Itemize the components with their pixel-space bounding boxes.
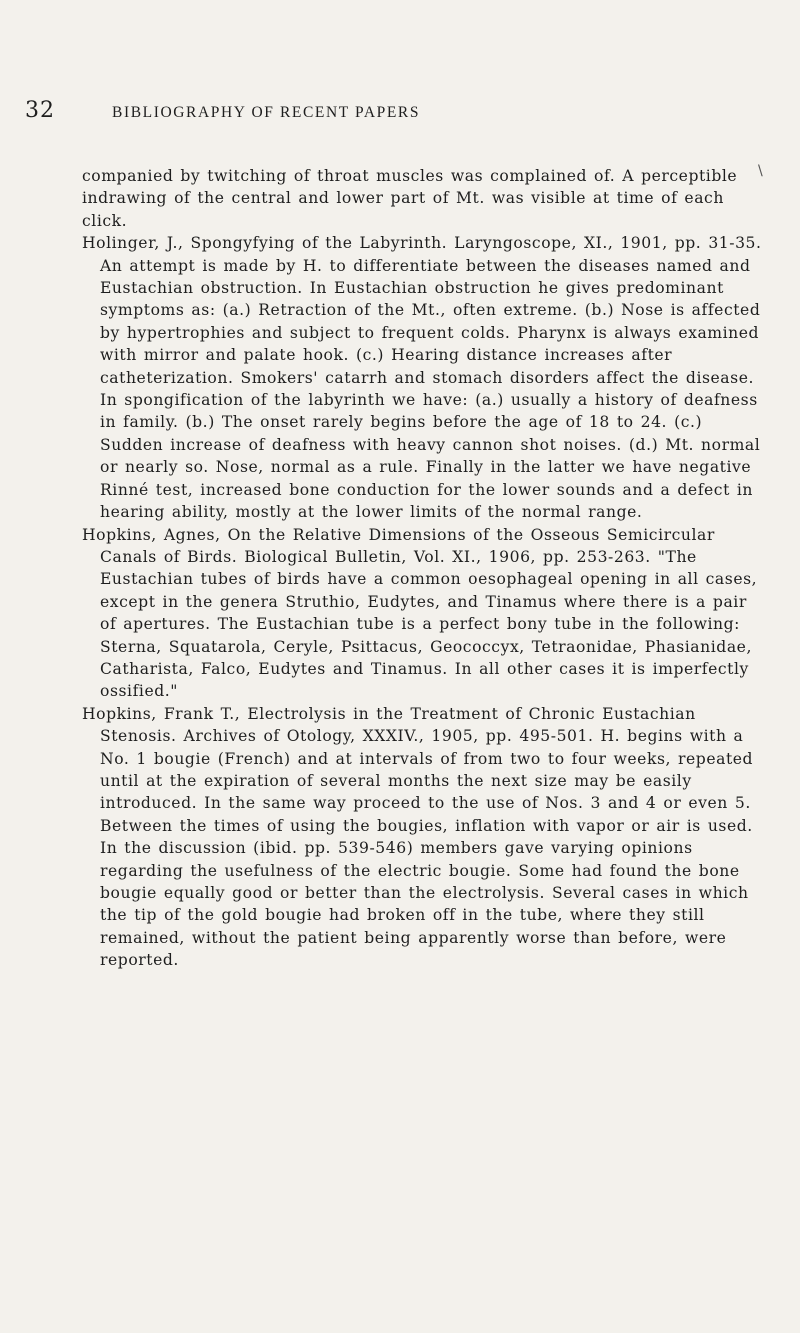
stray-mark: \ [758,163,763,179]
body-text [82,165,768,972]
bibliography-entry-hopkins-frank: Hopkins, Frank T., Electrolysis in the Treatment of Chronic Eustachian Stenosis. Archives of Otology, XXXIV., 1905, pp. 495-501. H. begins with a No. 1 bougie (French) and at intervals of from two to four weeks, repeated until at the expiration of several months the next size may be easily introduced. In the same way proceed to the use of Nos. 3 and 4 or even 5. Between the times of using the bougies, inflation with vapor or air is used. In the discussion (ibid. pp. 539-546) members gave varying opinions regarding the usefulness of the electric bougie. Some had found the bone bougie equally good or better than the electrolysis. Several cases in which the tip of the gold bougie had broken off in the tube, where they still remained, without the patient being apparently worse than before, were reported. [82,704,754,970]
running-head: BIBLIOGRAPHY OF RECENT PAPERS [112,104,421,121]
bibliography-entry-hopkins-agnes: Hopkins, Agnes, On the Relative Dimensions of the Osseous Semicircular Canals of Birds. Biological Bulletin, Vol. XI., 1906, pp. 253-263. "The Eustachian tubes of birds have a common oesophageal opening in all cases, except in the genera Struthio, Eudytes, and Tinamus where there is a pair of apertures. The Eustachian tube is a perfect bony tube in the following: Sterna, Squatarola, Ceryle, Psittacus, Geococcyx, Tetraonidae, Phasianidae, Catharista, Falco, Eudytes and Tinamus. In all other cases it is imperfectly ossified." [82,525,758,701]
continued-paragraph: companied by twitching of throat muscles was complained of. A perceptible indrawing of the central and lower part of Mt. was visible at time of each click. [82,167,738,230]
bibliography-entry-holinger: Holinger, J., Spongyfying of the Labyrinth. Laryngoscope, XI., 1901, pp. 31-35. An attempt is made by H. to differentiate between the diseases named and Eustachian obstruction. In Eustachian obstruction he gives predominant symptoms as: (a.) Retraction of the Mt., often extreme. (b.) Nose is affected by hypertrophies and subject to frequent colds. Pharynx is always examined with mirror and palate hook. (c.) Hearing distance increases after catheterization. Smokers' catarrh and stomach disorders affect the disease. In spongification of the labyrinth we have: (a.) usually a history of deafness in family. (b.) The onset rarely begins before the age of 18 to 24. (c.) Sudden increase of deafness with heavy cannon shot noises. (d.) Mt. normal or nearly so. Nose, normal as a rule. Finally in the latter we have negative Rinné test, increased bone conduction for the lower sounds and a defect in hearing ability, mostly at the lower limits of the normal range. [82,234,762,522]
page-number: 32 [25,98,55,123]
